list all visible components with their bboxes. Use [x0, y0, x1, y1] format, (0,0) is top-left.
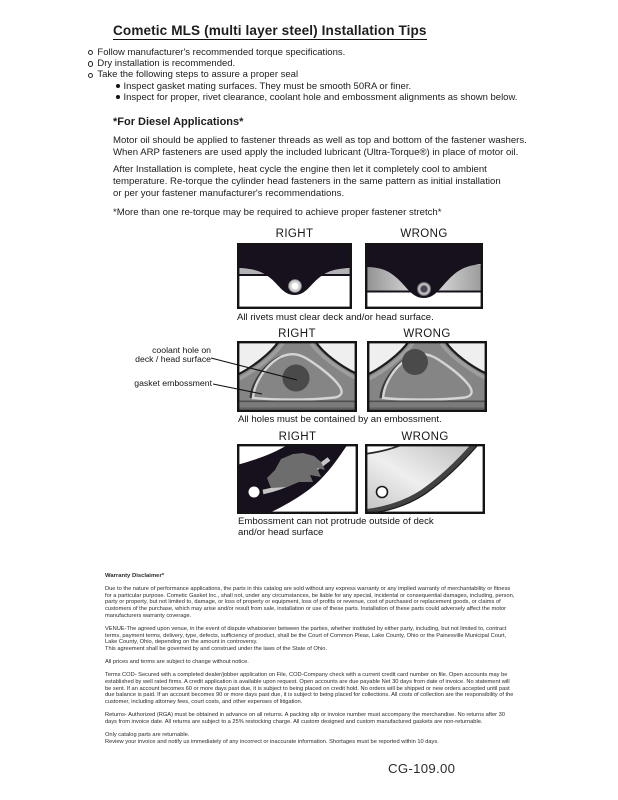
paragraph-line: temperature. Re-torque the cylinder head fasteners in the same pattern as initial installation — [113, 176, 501, 187]
row1-caption: All rivets must clear deck and/or head surface. — [237, 312, 434, 323]
page-title: Cometic MLS (multi layer steel) Installation Tips — [113, 23, 427, 38]
leader-lines — [208, 352, 303, 398]
tip-subitem — [88, 81, 528, 92]
legal-paragraph: Review your invoice and notify us immediately of any incorrect or inaccurate information. Shortages must be reported within 10 days. — [105, 738, 439, 745]
row3-wrong-label: WRONG — [401, 431, 449, 443]
tip-text: Dry installation is recommended. — [97, 58, 236, 70]
row2-caption: All holes must be contained by an embossment. — [238, 414, 442, 425]
legal-paragraph: Terms COD- Secured with a completed dealer/jobber application on File, COD-Company check with a current credit card number on file. Open accounts may be established by well rated firms. A credit application is available upon request. Open accounts are due payable Net 30 days from date of invoice. No statement will be sent. If an account becomes 60 or more days past due, it is subject to being placed on credit hold. No orders will be shipped or new orders accepted until past due balance is paid. If an account becomes 90 or more days past due, it is subject to being placed for collections. All costs of collection are the responsibility of the customer, including attorney fees, court costs, and other expenses of litigation. — [105, 672, 514, 706]
bolt-hole — [249, 487, 260, 498]
rivet-clearance-wrong-diagram — [365, 243, 483, 309]
row3-caption: Embossment can not protrude outside of deck and/or head surface — [238, 516, 434, 538]
tip-item — [88, 47, 528, 58]
tip-text: Take the following steps to assure a proper seal — [97, 69, 299, 81]
gasket-embossment-label: gasket embossment — [134, 378, 212, 388]
paragraph-line: Motor oil should be applied to fastener threads as well as top and bottom of the fastener washers. — [113, 135, 527, 146]
tip-text: Inspect gasket mating surfaces. They must be smooth 50RA or finer. — [123, 80, 412, 92]
coolant-hole — [402, 349, 428, 375]
paragraph-line: or per your fastener manufacturer's recommendations. — [113, 188, 345, 199]
retorque-note: *More than one re-torque may be required to achieve proper fastener stretch* — [113, 207, 442, 218]
coolant-leader-line — [211, 358, 297, 380]
legal-paragraph: This agreement shall be governed by and construed under the laws of the State of Ohio. — [105, 646, 327, 653]
diesel-applications-heading: *For Diesel Applications* — [113, 116, 244, 128]
filled-bullet-icon — [116, 84, 120, 88]
row2-right-label: RIGHT — [278, 328, 316, 340]
diesel-paragraph-1 — [113, 135, 527, 159]
row1-wrong-label: WRONG — [400, 228, 448, 240]
legal-paragraph: Due to the nature of performance applications, the parts in this catalog are sold without any express warranty or any implied warranty of merchantability or fitness for a particular purpose. Cometic Gasket Inc., shall not, under any circumstances, be liable for any special, incidental or consequential damages, including, person, party or property, but not limited to, damage, or loss of property or equipment, loss of profits or revenue, cost of purchased or replacement goods, or claims of customers of the purchase, which may arise and/or result from sale, installation or use of these parts. Installation of these parts could adversely affect the motor manufacturers warranty coverage. — [105, 585, 515, 619]
installation-tips-list — [88, 47, 528, 103]
bolt-hole — [377, 487, 388, 498]
warranty-disclaimer-heading: Warranty Disclaimer* — [105, 573, 165, 579]
legal-paragraph: Only catalog parts are returnable. — [105, 731, 190, 738]
tip-item — [88, 58, 528, 69]
legal-paragraph: All prices and terms are subject to change without notice. — [105, 659, 249, 666]
filled-bullet-icon — [116, 95, 120, 99]
embossment-protrusion-wrong-diagram — [365, 444, 485, 514]
tip-text: Inspect for proper, rivet clearance, coolant hole and embossment alignments as shown below. — [123, 91, 518, 103]
coolant-hole-label: coolant hole on deck / head surface — [135, 345, 211, 364]
embossment-protrusion-right-diagram — [237, 444, 358, 514]
tip-text: Follow manufacturer's recommended torque specifications. — [97, 47, 346, 58]
embossment-containment-wrong-diagram — [367, 341, 487, 412]
legal-paragraph: VENUE-The agreed upon venue, in the event of dispute whatsoever between the parties, whether instituted by either party, including, but not limited to, contract terms, payment terms, delivery, type, defects, sufficiency of product, shall be the Court of Common Pleas, Lake County, Ohio or the Painesville Municipal Court, Lake County, Ohio, depending on the amount in controversy. — [105, 625, 507, 646]
open-bullet-icon — [88, 50, 93, 55]
open-bullet-icon — [88, 73, 93, 78]
tip-subitem — [88, 92, 528, 103]
row3-right-label: RIGHT — [278, 431, 317, 443]
row2-wrong-label: WRONG — [403, 328, 451, 340]
rivet-clearance-right-diagram — [237, 243, 352, 309]
document-code: CG-109.00 — [388, 761, 456, 776]
legal-paragraph: Returns- Authorized (RGA) must be obtained in advance on all returns. A packing slip or invoice number must accompany the merchandise. No returns after 30 days from invoice date. All returns are subject to a 25% restocking charge. All custom designed and custom manufactured gaskets are non-returnable. — [105, 712, 505, 725]
warranty-disclaimer-section — [105, 573, 517, 752]
embossment-leader-line — [213, 384, 262, 394]
paragraph-line: When ARP fasteners are used apply the included lubricant (Ultra-Torque®) in place of motor oil. — [113, 147, 519, 158]
diesel-paragraph-2 — [113, 164, 501, 200]
paragraph-line: After Installation is complete, heat cycle the engine then let it completely cool to ambient — [113, 164, 487, 175]
open-bullet-icon — [88, 61, 93, 66]
tip-item — [88, 69, 528, 80]
row1-right-label: RIGHT — [275, 228, 314, 240]
